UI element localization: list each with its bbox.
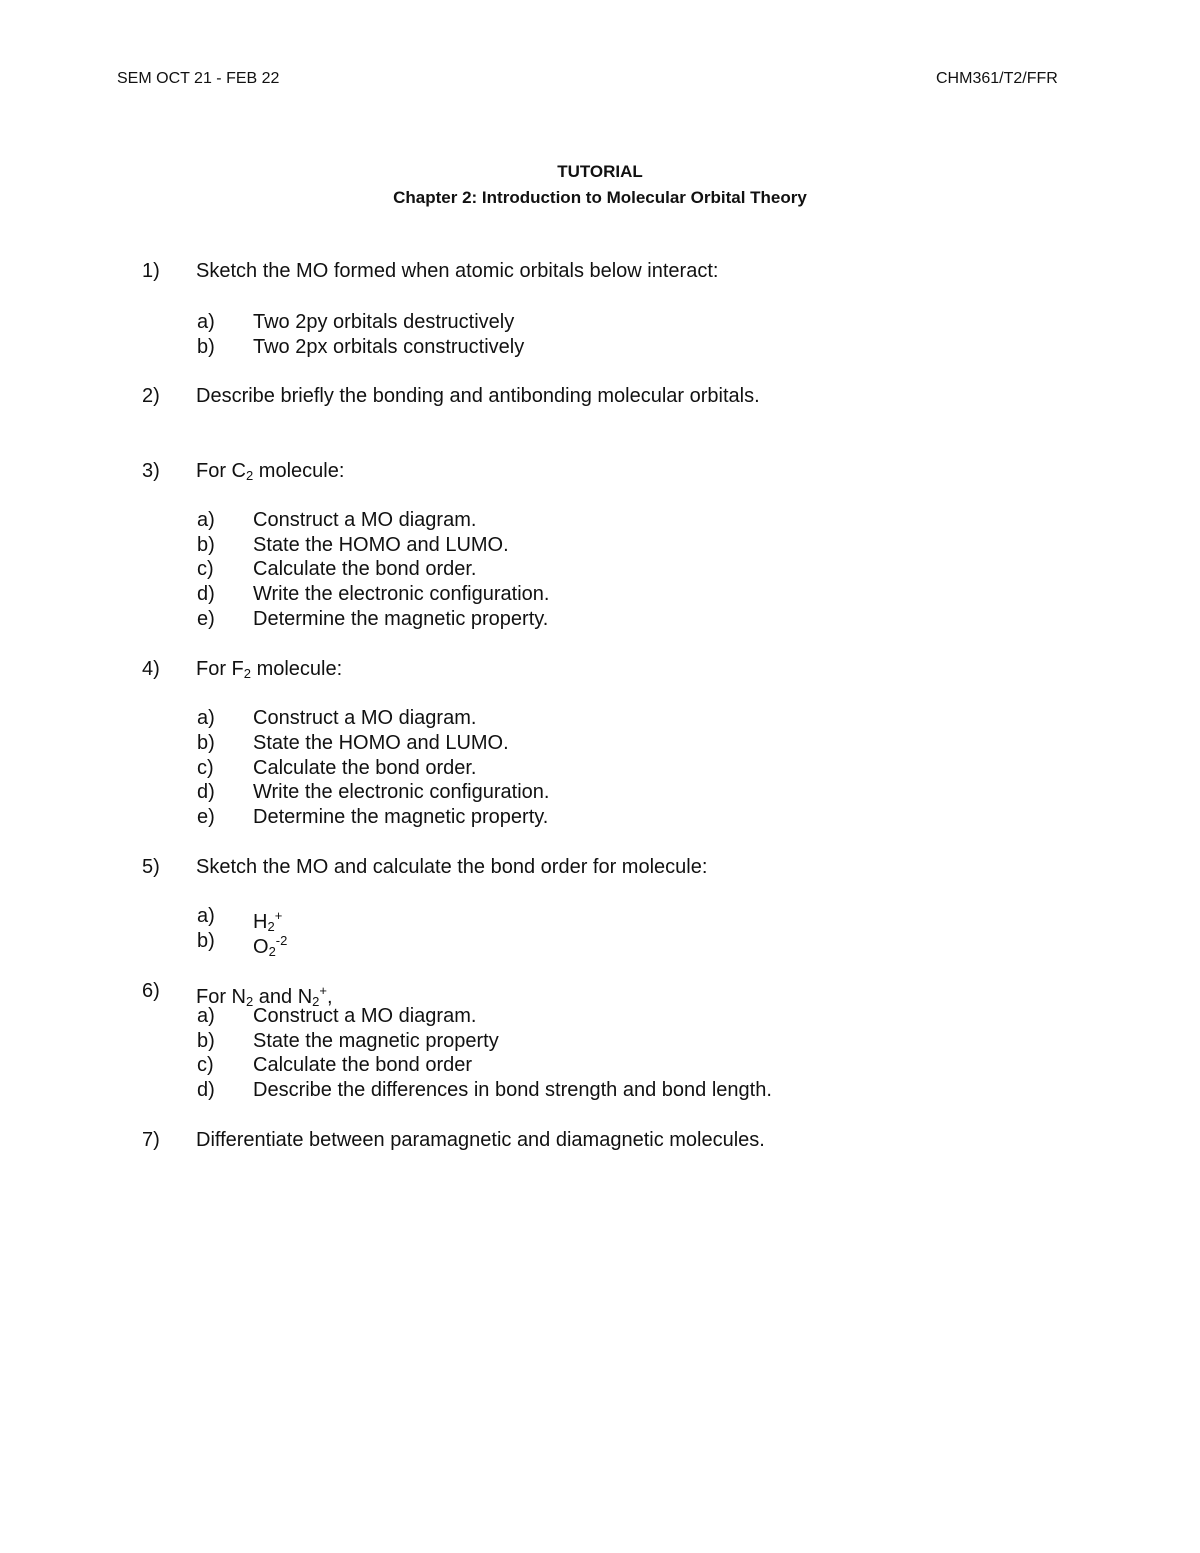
part-text: Determine the magnetic property. xyxy=(253,608,549,630)
question-text: Describe briefly the bonding and antibonding molecular orbitals. xyxy=(196,385,760,407)
question-text: For $N_2$ and $N_2^+$, xyxy=(196,983,333,1009)
question-text: For $F_2$ molecule: xyxy=(196,658,343,681)
part-letter: b) xyxy=(197,336,215,358)
part-letter: a) xyxy=(197,707,215,729)
header-course-code: CHM361/T2/FFR xyxy=(936,70,1058,87)
question-text: Differentiate between paramagnetic and diamagnetic molecules. xyxy=(196,1129,765,1151)
part-letter: b) xyxy=(197,732,215,754)
part-text: State the magnetic property xyxy=(253,1030,499,1052)
part-text: Write the electronic configuration. xyxy=(253,583,550,605)
part-letter: a) xyxy=(197,311,215,333)
part-letter: a) xyxy=(197,509,215,531)
question-number: 6) xyxy=(142,980,160,1002)
part-text: Two 2py orbitals destructively xyxy=(253,311,515,333)
part-letter: d) xyxy=(197,1079,215,1101)
question-number: 2) xyxy=(142,385,160,407)
question-number: 7) xyxy=(142,1129,160,1151)
question-text: Sketch the MO formed when atomic orbitals below interact: xyxy=(196,260,719,282)
part-text: Construct a MO diagram. xyxy=(253,1005,477,1027)
chapter-title: Chapter 2: Introduction to Molecular Orbital Theory xyxy=(393,188,807,207)
header-semester: SEM OCT 21 - FEB 22 xyxy=(117,70,280,87)
part-text: State the HOMO and LUMO. xyxy=(253,732,509,754)
part-letter: d) xyxy=(197,583,215,605)
part-text: Construct a MO diagram. xyxy=(253,509,477,531)
part-letter: d) xyxy=(197,781,215,803)
part-text: Calculate the bond order xyxy=(253,1054,473,1076)
part-text: Describe the differences in bond strength and bond length. xyxy=(253,1079,772,1101)
part-text: Determine the magnetic property. xyxy=(253,806,549,828)
part-letter: b) xyxy=(197,1030,215,1052)
part-text: Two 2px orbitals constructively xyxy=(253,336,525,358)
question-number: 1) xyxy=(142,260,160,282)
part-letter: e) xyxy=(197,806,215,828)
part-letter: e) xyxy=(197,608,215,630)
question-text: Sketch the MO and calculate the bond order for molecule: xyxy=(196,856,708,878)
question-number: 3) xyxy=(142,460,160,482)
question-number: 5) xyxy=(142,856,160,878)
part-text: Calculate the bond order. xyxy=(253,558,477,580)
part-letter: a) xyxy=(197,905,215,927)
question-text: For $C_2$ molecule: xyxy=(196,460,345,483)
part-letter: c) xyxy=(197,558,214,580)
part-letter: a) xyxy=(197,1005,215,1027)
part-letter: b) xyxy=(197,930,215,952)
question-number: 4) xyxy=(142,658,160,680)
part-letter: c) xyxy=(197,757,214,779)
part-text: Write the electronic configuration. xyxy=(253,781,550,803)
part-text: Calculate the bond order. xyxy=(253,757,477,779)
part-letter: b) xyxy=(197,534,215,556)
part-text: State the HOMO and LUMO. xyxy=(253,534,509,556)
part-formula: $O_2^{-2}$ xyxy=(253,933,288,959)
part-formula: $H_2^+$ xyxy=(253,908,283,934)
part-text: Construct a MO diagram. xyxy=(253,707,477,729)
part-letter: c) xyxy=(197,1054,214,1076)
document-title: TUTORIAL xyxy=(557,162,643,181)
